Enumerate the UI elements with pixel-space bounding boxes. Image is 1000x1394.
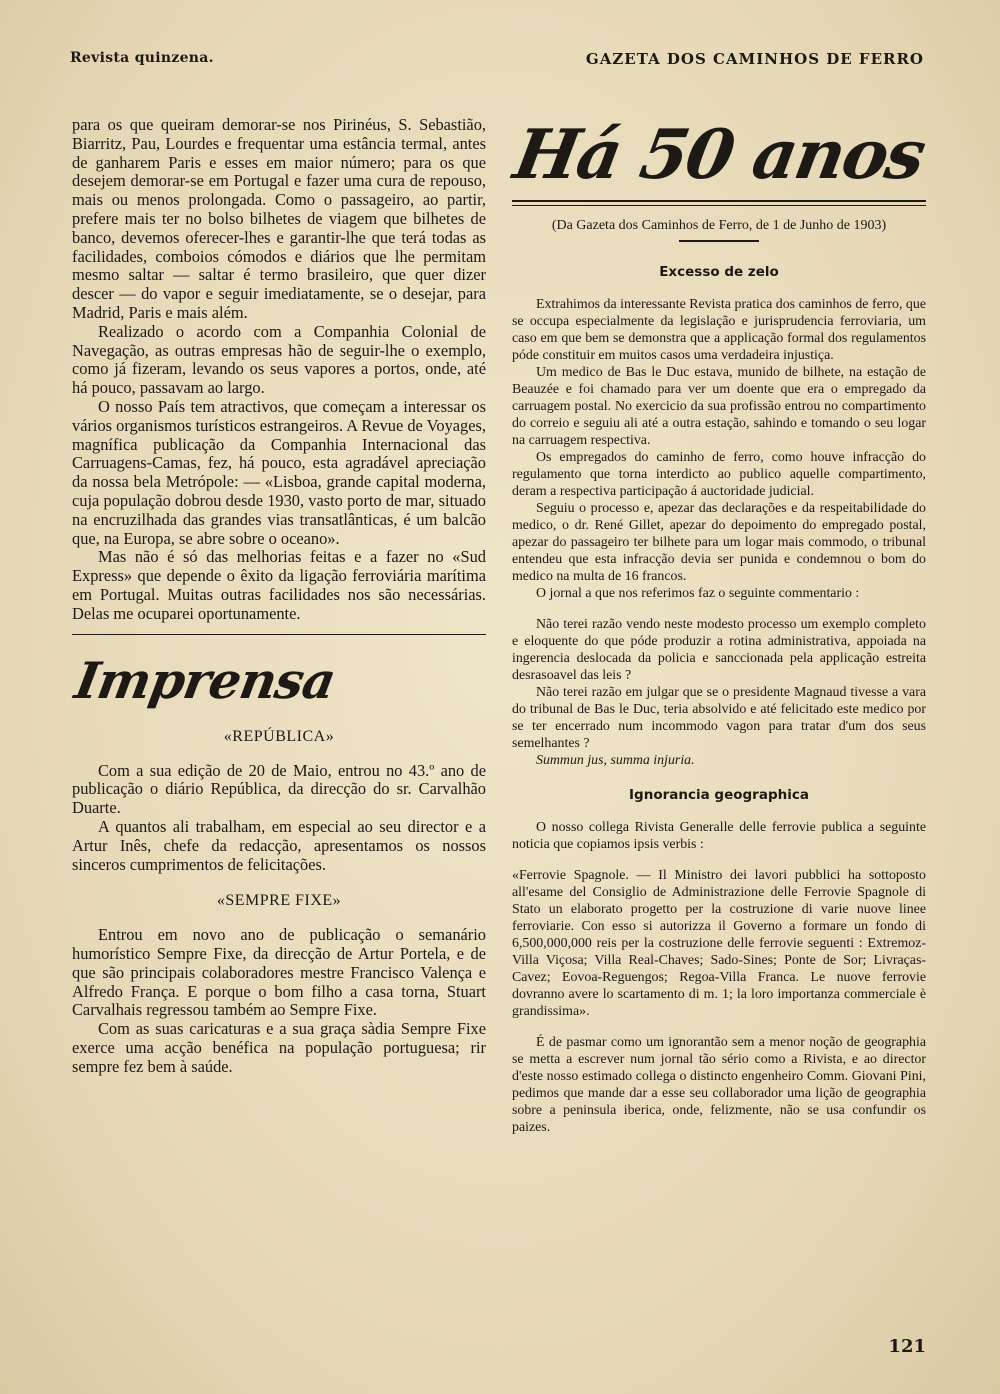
page-number: 121 [888,1336,926,1357]
paragraph: para os que queiram demorar-se nos Pirinéus, S. Sebastião, Biarritz, Pau, Lourdes e frequentar uma estância termal, antes de ganharem Paris e esses em maior número; para os que desejem demorar-se em Portugal e fazer uma cura de repouso, mais ou menos prolongada. Como o passageiro, ao partir, prefere mais ter no bolso bilhetes de viagem que bilhetes de banco, devemos oferecer-lhes e garantir-lhe que terá todas as facilidades, comboios cómodos e diários que lhe permitam mesmo saltar — saltar é termo brasileiro, que quer dizer descer — do vapor e seguir imediatamente, se o desejar, para Madrid, Paris e mais além. [72,115,486,322]
paragraph: Realizado o acordo com a Companhia Colonial de Navegação, as outras empresas hão de seguir-lhe o exemplo, como já fizeram, levando os seus vapores a portos, onde, até há pouco, passavam ao largo. [72,321,486,398]
latin-maxim: Summun jus, summa injuria. [536,753,695,768]
paragraph: O jornal a que nos referimos faz o seguinte commentario : [536,586,860,601]
paragraph: Com as suas caricaturas e a sua graça sàdia Sempre Fixe exerce uma acção benéfica na população portuguesa; rir sempre fez bem à saúde. [72,1019,486,1076]
subtitle: (Da Gazeta dos Caminhos de Ferro, de 1 de Junho de 1903) [551,218,887,233]
excesso-de-zelo-article [512,296,926,769]
republica-article [72,762,486,875]
paragraph: Mas não é só das melhorias feitas e a fazer no «Sud Express» que depende o êxito da ligação ferroviária marítima em Portugal. Muitas outras facilidades nos são necessárias. Delas me ocuparei oportunamente. [72,547,486,623]
divider [72,634,486,635]
section-title-ignorancia: Ignorancia geographica [629,787,809,803]
imprensa-heading: Imprensa [70,650,340,710]
paragraph: Com a sua edição de 20 de Maio, entrou no 43.º ano de publicação o diário República, da direcção do sr. Carvalhão Duarte. [72,760,486,818]
section-title-republica: «REPÚBLICA» [223,727,335,745]
sempre-fixe-article [72,926,486,1076]
paragraph: Os empregados do caminho de ferro, como houve infracção do regulamento que torna interdicto ao publico aquelle compartimento, deram a respectiva participação á auctoridade judicial. [512,450,926,499]
ignorancia-article [512,819,926,1136]
ha-50-anos-heading: Há 50 anos [508,115,930,195]
short-divider [679,240,759,242]
paragraph: O nosso collega Rivista Generalle delle ferrovie publica a seguinte noticia que copiamos ipsis verbis : [512,820,926,852]
paragraph: O nosso País tem atractivos, que começam a interessar os vários organismos turísticos estrangeiros. A Revue de Voyages, magnífica publicação da Companhia Internacional das Carruagens-Camas, fez, há pouco, esta agradável apreciação da nossa bela Metrópole: — «Lisboa, grande capital moderna, cuja população dobrou desde 1930, vasto porto de mar, situado na encruzilhada das grandes vias transatlânticas, é um balcão que, na Europa, se abre sobre o oceano». [72,396,486,548]
paragraph: É de pasmar como um ignorantão sem a menor noção de geographia se metta a escrever num jornal tão sério como a Rivista, e ao director d'este nosso estimado collega o distincto engenheiro Comm. Giovani Pini, pedimos que mande dar a esse seu collaborador uma lição de geographia sobre a peninsula iberica, onde, felizmente, não se usa confundir os paizes. [512,1035,926,1135]
running-header-right: GAZETA DOS CAMINHOS DE FERRO [585,50,924,68]
section-title-excesso-de-zelo: Excesso de zelo [659,264,779,280]
paragraph: A quantos ali trabalham, em especial ao seu director e a Artur Inês, chefe da redacção, apresentamos os nossos sinceros cumprimentos de felicitações. [72,816,486,874]
paragraph: Um medico de Bas le Duc estava, munido de bilhete, na estação de Beauzée e foi chamado para ver um doente que era o empregado da carruagem postal. No exercicio da sua profissão entrou no compartimento do correio e seguiu ali até a outra estação, sahindo e tomando o seu logar na carruagem respectiva. [512,365,926,448]
paragraph: Seguiu o processo e, apezar das declarações e da respeitabilidade do medico, o dr. René Gillet, apezar do depoimento do empregado postal, apezar do passageiro ter bilhete para um logar mais commodo, o tribunal entendeu que esta infracção devia ser punida e condemnou o bom do medico na multa de 16 francos. [512,501,926,584]
paragraph: Extrahimos da interessante Revista pratica dos caminhos de ferro, que se occupa especialmente da legislação e jurisprudencia ferroviaria, um caso em que bem se demonstra que a applicação formal dos regulamentos póde constituir em muitos casos uma verdadeira injustiça. [512,297,926,363]
section-title-sempre-fixe: «SEMPRE FIXE» [216,892,342,910]
right-column [508,112,930,1136]
quote-paragraph: Não terei razão vendo neste modesto processo um exemplo completo e eloquente do que póde produzir a rotina administrativa, appoiada na ingerencia deslocada da policia e sanccionada pela applicação estreita desrasoavel das leis ? [512,617,926,683]
quote-paragraph: Não terei razão em julgar que se o presidente Magnaud tivesse a vara do tribunal de Bas le Duc, teria absolvido e até felicitado este medico por se ter encerrado num incommodo vagon para tratar d'um dos seus semelhantes ? [512,685,926,751]
left-column [72,116,486,1077]
double-rule [512,200,926,206]
intro-article [72,116,486,624]
running-header-left: Revista quinzena. [70,50,214,66]
quoted-notice: «Ferrovie Spagnole. — Il Ministro dei lavori pubblici ha sottoposto all'esame del Consiglio de Administrazione delle Ferrovie Spagnole di Stato un elaborato progetto per la costruzione di varie nuove linee ferroviarie. Con esso si autorizza il Governo a formare un fondo di 6,500,000,000 reis per la costruzione delle ferrovie seguenti : Extremoz-Villa Viçosa; Villa Real-Chaves; Sado-Sines; Ponte de Sor; Livraças-Cavez; Eovoa-Reguengos; Regoa-Villa Franca. Le nuove ferrovie dovranno avere lo scartamento di m. 1; la loro importanza commerciale è grandissima». [512,868,926,1019]
paragraph: Entrou em novo ano de publicação o semanário humorístico Sempre Fixe, da direcção de Artur Portela, e de que são principais colaboradores mestre Francisco Valença e Alfredo França. E porque o bom filho a casa torna, Stuart Carvalhais regressou também ao Sempre Fixe. [72,925,486,1020]
